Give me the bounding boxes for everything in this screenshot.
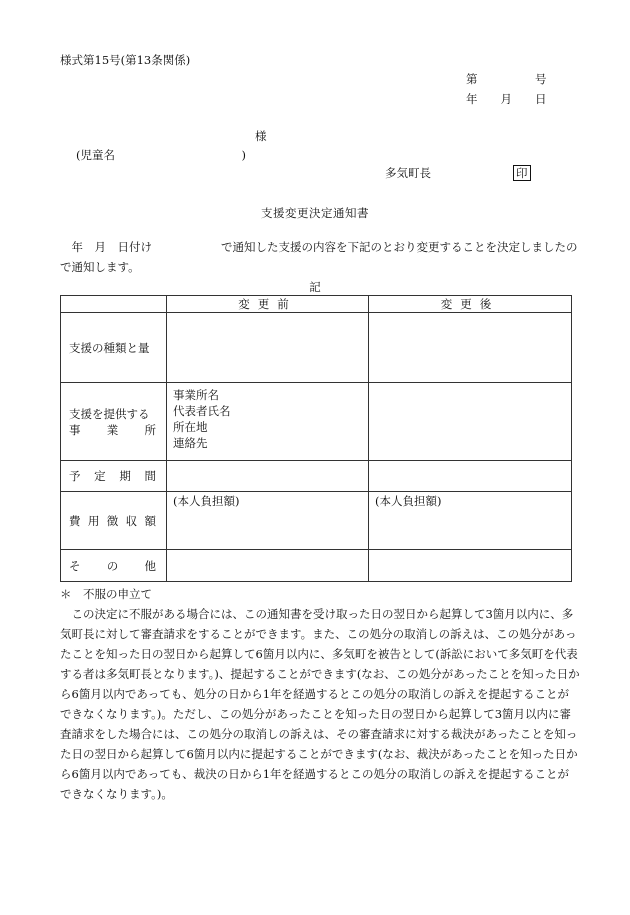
issuer-block	[385, 165, 531, 181]
label-char: 定	[94, 469, 106, 483]
header-label-cell	[61, 296, 167, 313]
label-char: 期	[119, 469, 131, 483]
cell-before	[167, 383, 369, 461]
cell-after	[369, 313, 572, 383]
cell-before	[167, 461, 369, 492]
table-row	[61, 492, 572, 550]
row-label-period	[61, 461, 167, 492]
row-label-spread	[69, 422, 166, 438]
label-char: 費	[69, 513, 81, 528]
field-label: 連絡先	[173, 436, 208, 450]
change-table	[60, 295, 572, 582]
label-char: 間	[144, 469, 156, 483]
appeal-text: この決定に不服がある場合には、この通知書を受け取った日の翌日から起算して3箇月以内に、多気町長に対して審査請求をすることができます。また、この処分の取消しの訴えは、この処分があったことを知った日の翌日から起算して6箇月以内に、多気町を被告として(訴訟において多気町を代表する者は多気町長となります。)、提起することができます(なお、この処分があったことを知った日から6箇月以内であっても、処分の日から1年を経過するとこの処分の取消しの訴えを提起することができなくなります。)。ただし、この処分があったことを知った日の翌日から起算して3箇月以内に審査請求をした場合には、この処分の取消しの訴えは、その審査請求に対する裁決があったことを知った日の翌日から起算して6箇月以内に提起することができます(なお、裁決があったことを知った日から6箇月以内であっても、裁決の日から1年を経過するとこの処分の取消しの訴えを提起することができなくなります。)。	[60, 607, 580, 801]
form-number-label: 様式第15号(第13条関係)	[60, 53, 191, 67]
table-row	[61, 383, 572, 461]
cell-after	[369, 461, 572, 492]
header-before: 変更前	[167, 296, 369, 313]
row-label-support-type: 支援の種類と量	[61, 313, 167, 383]
table-header-row	[61, 296, 572, 313]
field-label: 代表者氏名	[173, 404, 231, 418]
addressee-honorific: 様	[255, 129, 267, 143]
document-date-line: 年 月 日	[466, 92, 547, 106]
ki-heading: 記	[309, 280, 321, 294]
table-row	[61, 461, 572, 492]
label-char: 収	[125, 513, 138, 528]
label-char: 額	[144, 513, 156, 528]
header-after: 変更後	[369, 296, 572, 313]
table-row	[61, 550, 572, 582]
label-char: 業	[106, 422, 119, 437]
cell-before: (本人負担額)	[167, 492, 369, 550]
label-char: 用	[87, 513, 100, 528]
label-char: 徴	[106, 513, 119, 528]
table-row	[61, 313, 572, 383]
row-label-other	[61, 550, 167, 582]
row-label-spread	[69, 513, 166, 529]
document-title: 支援変更決定通知書	[261, 206, 369, 220]
label-char: 所	[144, 422, 156, 437]
label-char: 事	[69, 422, 81, 437]
field-label: 所在地	[173, 420, 208, 434]
appeal-heading: ＊ 不服の申立て	[60, 587, 152, 601]
row-label-provider	[61, 383, 167, 461]
seal-mark: 印	[513, 165, 531, 181]
row-label-spread	[69, 558, 166, 574]
appeal-notice	[60, 584, 580, 804]
body-paragraph: 年 月 日付け で通知した支援の内容を下記のとおり変更することを決定しましたので通知します。	[60, 240, 578, 274]
cell-after	[369, 383, 572, 461]
issuer-name: 多気町長	[385, 166, 431, 180]
document-number-line: 第 号	[466, 72, 547, 86]
label-char: 予	[69, 469, 81, 483]
row-label-line: 支援を提供する	[69, 406, 150, 421]
cell-before	[167, 313, 369, 383]
child-name-label: (児童名 )	[76, 148, 246, 162]
label-char: そ	[69, 558, 81, 573]
cell-after: (本人負担額)	[369, 492, 572, 550]
cell-before	[167, 550, 369, 582]
label-char: の	[106, 558, 119, 573]
label-char: 他	[144, 558, 156, 573]
cell-after	[369, 550, 572, 582]
row-label-spread	[69, 468, 166, 484]
row-label-fee	[61, 492, 167, 550]
field-label: 事業所名	[173, 388, 219, 402]
